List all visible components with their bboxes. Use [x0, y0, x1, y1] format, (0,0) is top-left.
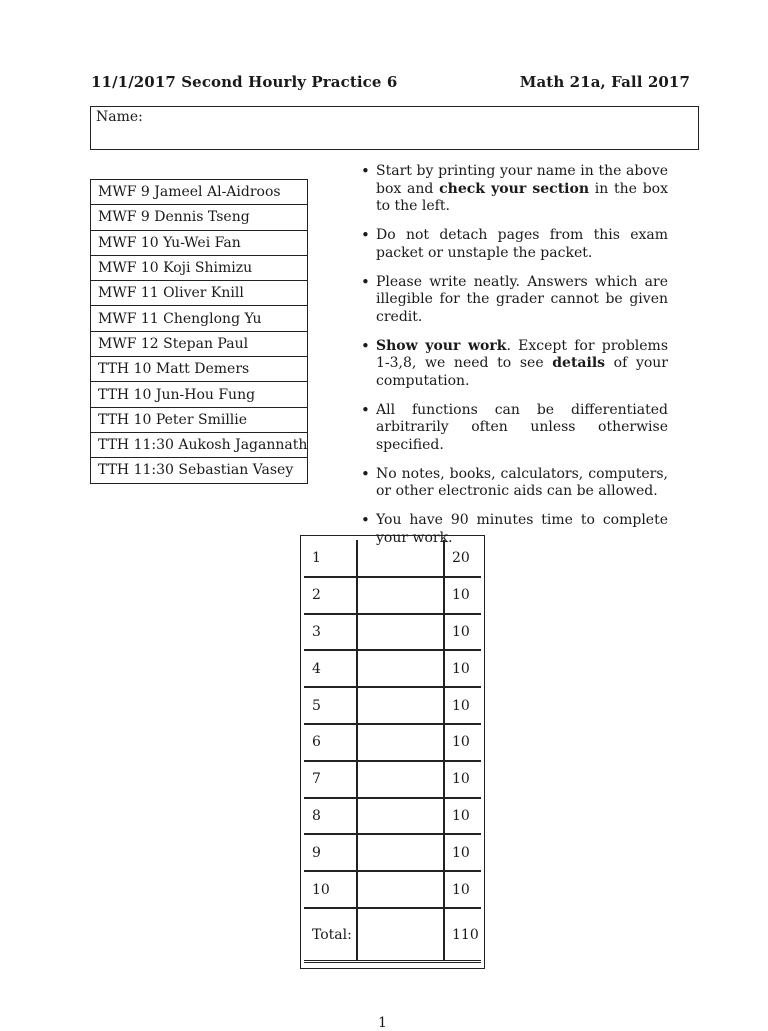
instruction-emphasis: Show your work: [376, 337, 507, 354]
instruction-item: [358, 274, 668, 327]
problem-number: 4: [304, 650, 357, 687]
section-row[interactable]: [91, 230, 308, 255]
score-table: [304, 540, 481, 963]
instruction-text: Please write neatly. Answers which are illegible for the grader cannot be given credit.: [376, 273, 668, 325]
score-entry[interactable]: [357, 798, 444, 835]
score-row: [304, 761, 481, 798]
score-row: [304, 540, 481, 577]
total-points: 110: [444, 908, 481, 962]
instruction-text: . Except for problems 1-3,8, we need to see: [376, 337, 669, 371]
problem-points: 10: [444, 724, 481, 761]
problem-points: 10: [444, 687, 481, 724]
page-number: 1: [378, 1015, 387, 1031]
score-entry[interactable]: [357, 650, 444, 687]
instructions-list: [358, 163, 668, 559]
total-label: Total:: [304, 908, 357, 962]
instruction-item: [358, 163, 668, 216]
instruction-text: of your computation.: [376, 355, 668, 389]
total-row: [304, 908, 481, 962]
instruction-emphasis: check your section: [439, 180, 589, 197]
section-row[interactable]: [91, 458, 308, 483]
section-cell[interactable]: TTH 11:30 Aukosh Jagannath: [91, 432, 308, 457]
section-cell[interactable]: MWF 9 Dennis Tseng: [91, 205, 308, 230]
instruction-text: No notes, books, calculators, computers, or other electronic aids can be allowed.: [376, 465, 668, 499]
section-cell[interactable]: TTH 10 Peter Smillie: [91, 407, 308, 432]
problem-number: 7: [304, 761, 357, 798]
problem-number: 10: [304, 871, 357, 908]
instruction-emphasis: details: [552, 355, 606, 371]
instruction-text: You have 90 minutes time to complete your work.: [376, 512, 668, 546]
section-row[interactable]: [91, 331, 308, 356]
section-row[interactable]: [91, 205, 308, 230]
problem-number: 1: [304, 540, 357, 577]
section-cell[interactable]: TTH 10 Matt Demers: [91, 357, 308, 382]
section-row[interactable]: [91, 306, 308, 331]
score-row: [304, 650, 481, 687]
section-cell[interactable]: MWF 9 Jameel Al-Aidroos: [91, 180, 308, 205]
score-entry[interactable]: [357, 724, 444, 761]
section-cell[interactable]: MWF 11 Oliver Knill: [91, 281, 308, 306]
score-entry[interactable]: [357, 834, 444, 871]
instruction-text: All functions can be differentiated arbitrarily often unless otherwise specified.: [376, 401, 668, 453]
section-row[interactable]: [91, 382, 308, 407]
score-row: [304, 577, 481, 614]
score-entry[interactable]: [357, 761, 444, 798]
name-label: Name:: [96, 109, 143, 125]
problem-number: 2: [304, 577, 357, 614]
section-row[interactable]: [91, 357, 308, 382]
problem-points: 10: [444, 614, 481, 651]
instruction-text: in the box to the left.: [376, 180, 668, 214]
instruction-item: [358, 402, 668, 455]
problem-number: 5: [304, 687, 357, 724]
score-entry[interactable]: [357, 871, 444, 908]
section-table: [90, 179, 308, 484]
total-score-entry[interactable]: [357, 908, 444, 962]
score-row: [304, 834, 481, 871]
section-cell[interactable]: TTH 11:30 Sebastian Vasey: [91, 458, 308, 483]
section-row[interactable]: [91, 407, 308, 432]
course-title: Math 21a, Fall 2017: [519, 73, 690, 91]
problem-points: 20: [444, 540, 481, 577]
score-entry[interactable]: [357, 687, 444, 724]
section-cell[interactable]: MWF 12 Stepan Paul: [91, 331, 308, 356]
section-cell[interactable]: TTH 10 Jun-Hou Fung: [91, 382, 308, 407]
problem-number: 8: [304, 798, 357, 835]
problem-points: 10: [444, 761, 481, 798]
score-row: [304, 724, 481, 761]
name-box[interactable]: [90, 106, 699, 150]
instruction-item: [358, 338, 668, 391]
score-entry[interactable]: [357, 614, 444, 651]
section-cell[interactable]: MWF 11 Chenglong Yu: [91, 306, 308, 331]
score-row: [304, 798, 481, 835]
problem-points: 10: [444, 834, 481, 871]
problem-number: 9: [304, 834, 357, 871]
score-entry[interactable]: [357, 540, 444, 577]
score-row: [304, 871, 481, 908]
problem-points: 10: [444, 871, 481, 908]
score-row: [304, 614, 481, 651]
section-row[interactable]: [91, 281, 308, 306]
problem-points: 10: [444, 577, 481, 614]
problem-points: 10: [444, 650, 481, 687]
section-row[interactable]: [91, 180, 308, 205]
instruction-text: Start by printing your name in the above box and: [376, 163, 668, 197]
instruction-text: Do not detach pages from this exam packet or unstaple the packet.: [376, 227, 668, 261]
score-entry[interactable]: [357, 577, 444, 614]
section-cell[interactable]: MWF 10 Koji Shimizu: [91, 255, 308, 280]
section-row[interactable]: [91, 432, 308, 457]
problem-points: 10: [444, 798, 481, 835]
section-row[interactable]: [91, 255, 308, 280]
problem-number: 6: [304, 724, 357, 761]
instruction-item: [358, 466, 668, 501]
instruction-item: [358, 227, 668, 262]
problem-number: 3: [304, 614, 357, 651]
score-row: [304, 687, 481, 724]
section-cell[interactable]: MWF 10 Yu-Wei Fan: [91, 230, 308, 255]
exam-title: 11/1/2017 Second Hourly Practice 6: [91, 73, 398, 91]
